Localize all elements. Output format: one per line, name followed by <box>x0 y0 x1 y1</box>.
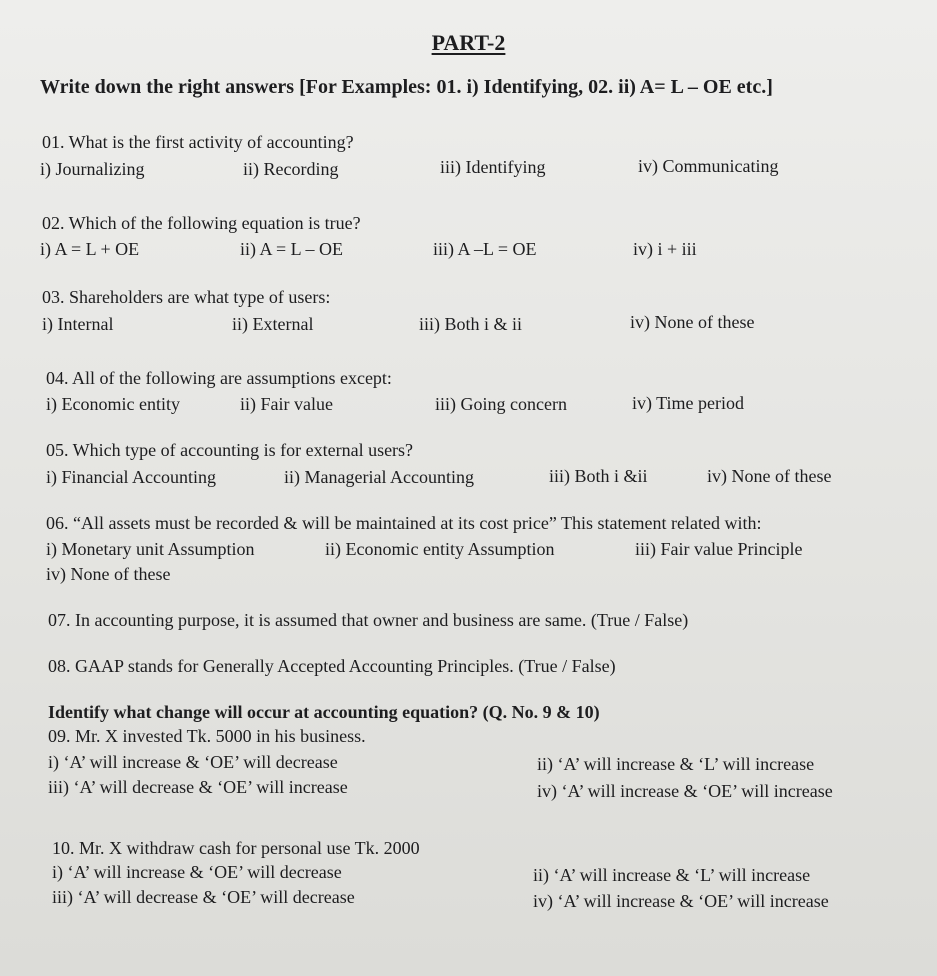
question-10-option-4: iv) ‘A’ will increase & ‘OE’ will increase <box>533 891 829 911</box>
question-6-option-3: iii) Fair value Principle <box>635 539 803 559</box>
question-6-option-1: i) Monetary unit Assumption <box>46 539 255 559</box>
question-1-stem: 01. What is the first activity of accounting? <box>42 132 354 152</box>
question-2-stem: 02. Which of the following equation is true? <box>42 213 361 233</box>
question-2-option-2: ii) A = L – OE <box>240 239 343 259</box>
question-4-stem: 04. All of the following are assumptions except: <box>46 368 392 388</box>
question-4-option-4: iv) Time period <box>632 393 745 413</box>
question-10-option-3: iii) ‘A’ will decrease & ‘OE’ will decrease <box>52 887 355 907</box>
question-1-option-1: i) Journalizing <box>40 159 145 179</box>
question-9-option-2: ii) ‘A’ will increase & ‘L’ will increase <box>537 754 815 774</box>
question-10-option-1: i) ‘A’ will increase & ‘OE’ will decrease <box>52 862 342 882</box>
question-6-option-2: ii) Economic entity Assumption <box>325 539 555 559</box>
instruction: Write down the right answers [For Examples: 01. i) Identifying, 02. ii) A= L – OE etc.] <box>40 76 773 98</box>
section-heading: Identify what change will occur at accounting equation? (Q. No. 9 & 10) <box>48 702 600 722</box>
question-4-option-3: iii) Going concern <box>435 394 567 414</box>
question-3-stem: 03. Shareholders are what type of users: <box>42 287 331 307</box>
question-1-option-2: ii) Recording <box>243 159 339 179</box>
question-5-option-2: ii) Managerial Accounting <box>284 467 474 487</box>
question-4-option-2: ii) Fair value <box>240 394 333 414</box>
question-2-option-1: i) A = L + OE <box>40 239 140 259</box>
question-9-stem: 09. Mr. X invested Tk. 5000 in his business. <box>48 726 366 746</box>
question-6-stem: 06. “All assets must be recorded & will be maintained at its cost price” This statement related with: <box>46 513 762 533</box>
question-5-option-1: i) Financial Accounting <box>46 467 216 487</box>
question-10-option-2: ii) ‘A’ will increase & ‘L’ will increase <box>533 865 811 885</box>
question-3-option-4: iv) None of these <box>630 312 755 332</box>
question-9-option-3: iii) ‘A’ will decrease & ‘OE’ will increase <box>48 777 348 797</box>
question-4-option-1: i) Economic entity <box>46 394 180 414</box>
question-3-option-1: i) Internal <box>42 314 114 334</box>
question-6-option-4: iv) None of these <box>46 564 171 584</box>
question-3-option-3: iii) Both i & ii <box>419 314 523 334</box>
question-3-option-2: ii) External <box>232 314 314 334</box>
part-title-text: PART-2 <box>431 30 506 55</box>
question-5-stem: 05. Which type of accounting is for external users? <box>46 440 414 460</box>
question-9-option-1: i) ‘A’ will increase & ‘OE’ will decrease <box>48 752 338 772</box>
question-5-option-4: iv) None of these <box>707 466 832 486</box>
question-10-stem: 10. Mr. X withdraw cash for personal use Tk. 2000 <box>52 838 420 858</box>
question-2-option-3: iii) A –L = OE <box>433 239 537 259</box>
question-1-option-3: iii) Identifying <box>440 157 546 177</box>
question-1-option-4: iv) Communicating <box>638 156 779 176</box>
question-8-stem: 08. GAAP stands for Generally Accepted Accounting Principles. (True / False) <box>48 656 616 676</box>
question-2-option-4: iv) i + iii <box>633 239 697 259</box>
question-5-option-3: iii) Both i &ii <box>549 466 648 486</box>
part-title <box>0 30 937 56</box>
question-9-option-4: iv) ‘A’ will increase & ‘OE’ will increase <box>537 781 833 801</box>
question-7-stem: 07. In accounting purpose, it is assumed that owner and business are same. (True / False) <box>48 610 689 630</box>
